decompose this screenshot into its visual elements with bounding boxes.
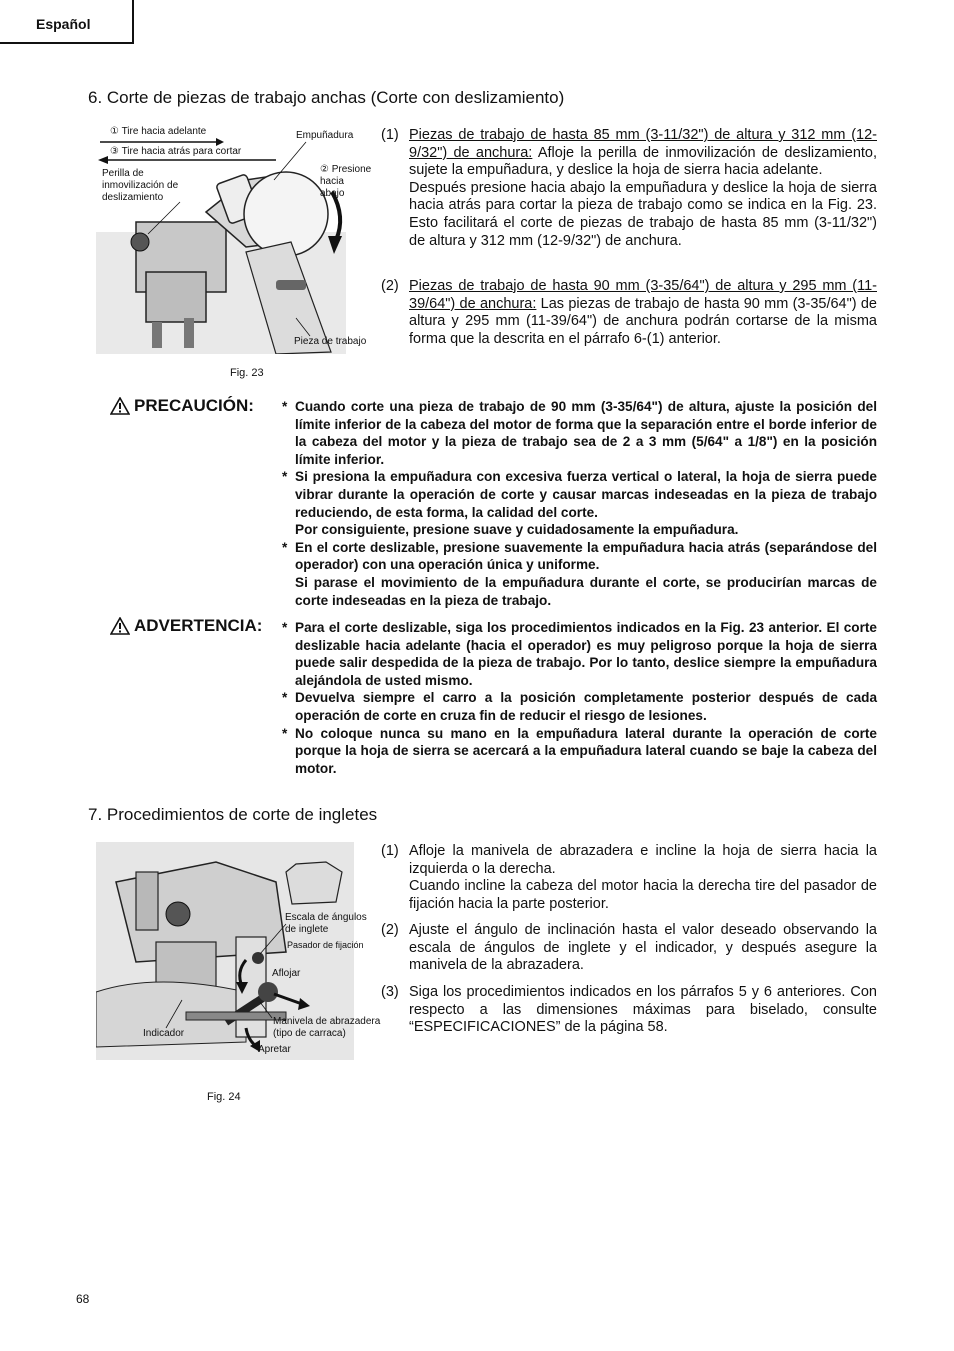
precaucion-item-text: En el corte deslizable, presione suavemente la empuñadura hacia atrás (separándose del operador) con una operación única y uniforme. [295, 539, 877, 573]
fig23-label-pull-forward: ① Tire hacia adelante [110, 126, 207, 137]
precaucion-item-text: Por consiguiente, presione suave y cuidadosamente la empuñadura. [295, 522, 739, 538]
item-heading: Piezas de trabajo de hasta 85 mm (3-11/32") de altura y 312 mm (12-9/32") de anchura: [409, 127, 877, 161]
language-tab [0, 0, 134, 44]
figure-24-caption: Fig. 24 [207, 1091, 241, 1103]
figure-23 [96, 122, 386, 354]
item-text-continued: Cuando incline la cabeza del motor hacia la derecha tire del pasador de fijación hacia la parte posterior. [409, 878, 877, 912]
fig23-label-workpiece: Pieza de trabajo [294, 336, 367, 347]
precaucion-item: * Si presiona la empuñadura con excesiva fuerza vertical o lateral, la hoja de sierra puede vibrar durante la operación de corte y causar marcas indeseadas en la pieza de trabajo reduciendo, de esta forma, la calidad del corte. [282, 469, 877, 520]
fig23-label-pull-back: ③ Tire hacia atrás para cortar [110, 146, 242, 157]
advertencia-item-text: Para el corte deslizable, siga los procedimientos indicados en la Fig. 23 anterior. El corte deslizable hacia adelante (hacia el operador) es muy peligroso porque la hoja de sierra puede salir despedida de la pieza de trabajo. Por lo tanto, deslice siempre la empuñadura alejándola de usted mismo. [295, 620, 877, 688]
fig23-label-press-down: ② Presione hacia abajo [320, 164, 372, 199]
item-number: (2) [381, 278, 399, 294]
precaucion-item: * En el corte deslizable, presione suavemente la empuñadura hacia atrás (separándose del operador) con una operación única y uniforme. [282, 539, 877, 573]
section-7-item-1 [381, 843, 877, 913]
section-6-item-2 [381, 278, 877, 348]
item-text: Las piezas de trabajo de hasta 90 mm (3-35/64") de altura y 295 mm (11-39/64") de anchura podrán cortarse de la misma forma que la descrita en el párrafo 6-(1) anterior. [409, 295, 877, 347]
item-text-continued: Después presione hacia abajo la empuñadura y deslice la hoja de sierra hacia atrás para cortar la pieza de trabajo como se indica en la Fig. 23. Esto facilitará el corte de piezas de trabajo de hasta 85 mm (3-11/32") de altura y 312 mm (12-9/32") de anchura. [409, 179, 877, 249]
item-heading: Piezas de trabajo de hasta 90 mm (3-35/64") de altura y 295 mm (11-39/64") de anchura: [409, 278, 877, 312]
precaucion-label: PRECAUCIÓN: [134, 396, 254, 415]
advertencia-item: * Devuelva siempre el carro a la posición completamente posterior después de cada operación de corte en cruza fin de reducir el riesgo de lesiones. [282, 690, 877, 723]
section-7-title: 7. Procedimientos de corte de ingletes [88, 805, 378, 824]
section-7-item-3 [381, 984, 877, 1037]
warning-triangle-icon [110, 397, 130, 415]
advertencia-item: * No coloque nunca su mano en la empuñadura lateral durante la operación de corte porque la hoja de sierra se acercará a la empuñadura lateral cuando se baje la cabeza del motor. [282, 725, 877, 776]
precaucion-item-text: Si parase el movimiento de la empuñadura durante el corte, se producirían marcas de corte indeseadas en la pieza de trabajo. [295, 574, 877, 608]
section-6-title: 6. Corte de piezas de trabajo anchas (Corte con deslizamiento) [88, 88, 565, 107]
precaucion-item-continued [282, 574, 877, 609]
fig24-label-indicator: Indicador [143, 1028, 185, 1039]
precaucion-item-text: Cuando corte una pieza de trabajo de 90 mm (3-35/64") de altura, ajuste la posición del límite inferior de la cabeza del motor de forma que la separación entre el borde inferior de la cabeza del motor y la pieza de trabajo sea de 2 a 3 mm (5/64" a 1/8") en la posición límite inferior. [295, 399, 877, 467]
item-text: Afloje la manivela de abrazadera e incline la hoja de sierra hacia la izquierda o la derecha. [409, 843, 877, 877]
warning-triangle-icon [110, 617, 130, 635]
fig23-label-knob: Perilla de inmovilización de deslizamiento [102, 168, 179, 203]
figure-23-caption: Fig. 23 [230, 367, 264, 379]
advertencia-item-text: No coloque nunca su mano en la empuñadura lateral durante la operación de corte porque la hoja de sierra se acercará a la empuñadura lateral cuando se baje la cabeza del motor. [295, 725, 877, 776]
precaucion-label-group [110, 396, 254, 416]
advertencia-label-group [110, 616, 262, 636]
precaucion-item-continued [282, 521, 877, 539]
precaucion-item-text: Si presiona la empuñadura con excesiva fuerza vertical o lateral, la hoja de sierra puede vibrar durante la operación de corte y causar marcas indeseadas en la pieza de trabajo reduciendo, de esta forma, la calidad del corte. [295, 469, 877, 520]
advertencia-list [282, 619, 877, 777]
fig23-label-handle: Empuñadura [296, 130, 354, 141]
fig24-label-pin: Pasador de fijación [287, 940, 364, 950]
item-number: (1) [381, 127, 399, 143]
item-number: (1) [381, 843, 399, 859]
advertencia-label: ADVERTENCIA: [134, 616, 263, 635]
precaucion-list [282, 398, 877, 609]
item-number: (3) [381, 984, 399, 1000]
language-label: Español [36, 16, 91, 32]
precaucion-item: * Cuando corte una pieza de trabajo de 90 mm (3-35/64") de altura, ajuste la posición del límite inferior de la cabeza del motor de forma que la separación entre el borde inferior de la cabeza del motor y la pieza de trabajo sea de 2 a 3 mm (5/64" a 1/8") en la posición límite inferior. [282, 399, 877, 467]
fig24-label-loosen: Aflojar [272, 968, 301, 979]
advertencia-item-text: Devuelva siempre el carro a la posición completamente posterior después de cada operación de corte en cruza fin de reducir el riesgo de lesiones. [295, 690, 877, 723]
item-text: Afloje la perilla de inmovilización de deslizamiento, sujete la empuñadura, y deslice la hoja de sierra hacia adelante. [409, 144, 878, 179]
item-number: (2) [381, 922, 399, 938]
fig24-label-clamp: Manivela de abrazadera (tipo de carraca) [273, 1016, 381, 1039]
section-7-item-2 [381, 922, 877, 975]
section-6-item-1 [381, 127, 877, 250]
item-text: Siga los procedimientos indicados en los párrafos 5 y 6 anteriores. Con respecto a las dimensiones máximas para biselado, consulte “ESPECIFICACIONES” de la página 58. [409, 984, 877, 1036]
fig24-label-tighten: Apretar [258, 1044, 291, 1055]
figure-24 [96, 842, 402, 1062]
page-number: 68 [76, 1292, 90, 1306]
fig24-label-scale: Escala de ángulos de inglete [285, 912, 367, 935]
advertencia-item: * Para el corte deslizable, siga los procedimientos indicados en la Fig. 23 anterior. El corte deslizable hacia adelante (hacia el operador) es muy peligroso porque la hoja de sierra puede salir despedida de la pieza de trabajo. Por lo tanto, deslice siempre la empuñadura alejándola de usted mismo. [282, 620, 877, 688]
item-text: Ajuste el ángulo de inclinación hasta el valor deseado observando la escala de ángulos de inglete y el indicador, y después asegure la manivela de la abrazadera. [409, 922, 877, 974]
